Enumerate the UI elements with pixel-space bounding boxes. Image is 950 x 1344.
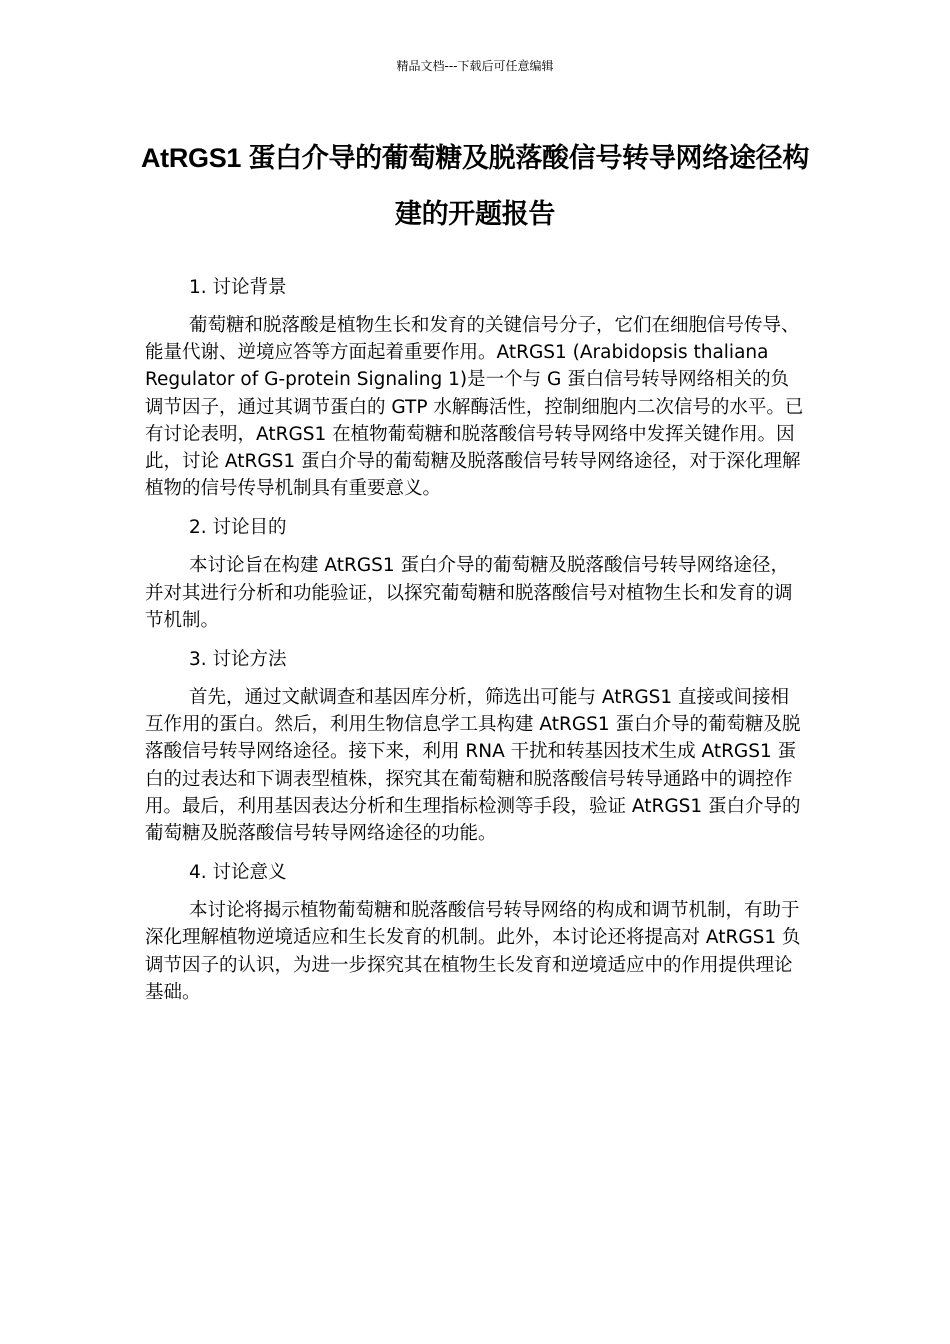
- section-heading: 4. 讨论意义: [189, 862, 287, 884]
- header-note: 精品文档---下载后可任意编辑: [396, 59, 554, 73]
- section-paragraph: 本讨论将揭示植物葡萄糖和脱落酸信号转导网络的构成和调节机制，有助于深化理解植物逆境适应和生长发育的机制。此外，本讨论还将提高对 AtRGS1 负调节因子的认识，为进一步探究其在植物生长发育和逆境适应中的作用提供理论基础。: [145, 900, 801, 1003]
- section-paragraph: 本讨论旨在构建 AtRGS1 蛋白介导的葡萄糖及脱落酸信号转导网络途径，并对其进行分析和功能验证，以探究葡萄糖和脱落酸信号对植物生长和发育的调节机制。: [145, 555, 793, 631]
- section-significance: [145, 853, 805, 1012]
- section-purpose: [145, 508, 805, 640]
- section-methods: [145, 640, 805, 853]
- section-heading: 2. 讨论目的: [189, 517, 287, 539]
- section-heading: 1. 讨论背景: [189, 277, 287, 298]
- section-heading: 3. 讨论方法: [189, 649, 287, 671]
- document-title: AtRGS1 蛋白介导的葡萄糖及脱落酸信号转导网络途径构建的开题报告: [140, 143, 810, 229]
- section-paragraph: 首先，通过文献调查和基因库分析，筛选出可能与 AtRGS1 直接或间接相互作用的蛋白。然后，利用生物信息学工具构建 AtRGS1 蛋白介导的葡萄糖及脱落酸信号转导网络途径。接下来，利用 RNA 干扰和转基因技术生成 AtRGS1 蛋白的过表达和下调表型植株，探究其在葡萄糖和脱落酸信号转导通路中的调控作用。最后，利用基因表达分析和生理指标检测等手段，验证 AtRGS1 蛋白介导的葡萄糖及脱落酸信号转导网络途径的功能。: [145, 687, 801, 845]
- section-paragraph: 葡萄糖和脱落酸是植物生长和发育的关键信号分子，它们在细胞信号传导、能量代谢、逆境应答等方面起着重要作用。AtRGS1 (Arabidopsis thaliana Regulator of G-protein Signaling 1)是一个与 G 蛋白信号转导网络相关的负调节因子，通过其调节蛋白的 GTP 水解酶活性，控制细胞内二次信号的水平。已有讨论表明，AtRGS1 在植物葡萄糖和脱落酸信号转导网络中发挥关键作用。因此，讨论 AtRGS1 蛋白介导的葡萄糖及脱落酸信号转导网络途径，对于深化理解植物的信号传导机制具有重要意义。: [145, 315, 804, 500]
- document-body: [145, 268, 805, 1012]
- section-background: [145, 268, 805, 508]
